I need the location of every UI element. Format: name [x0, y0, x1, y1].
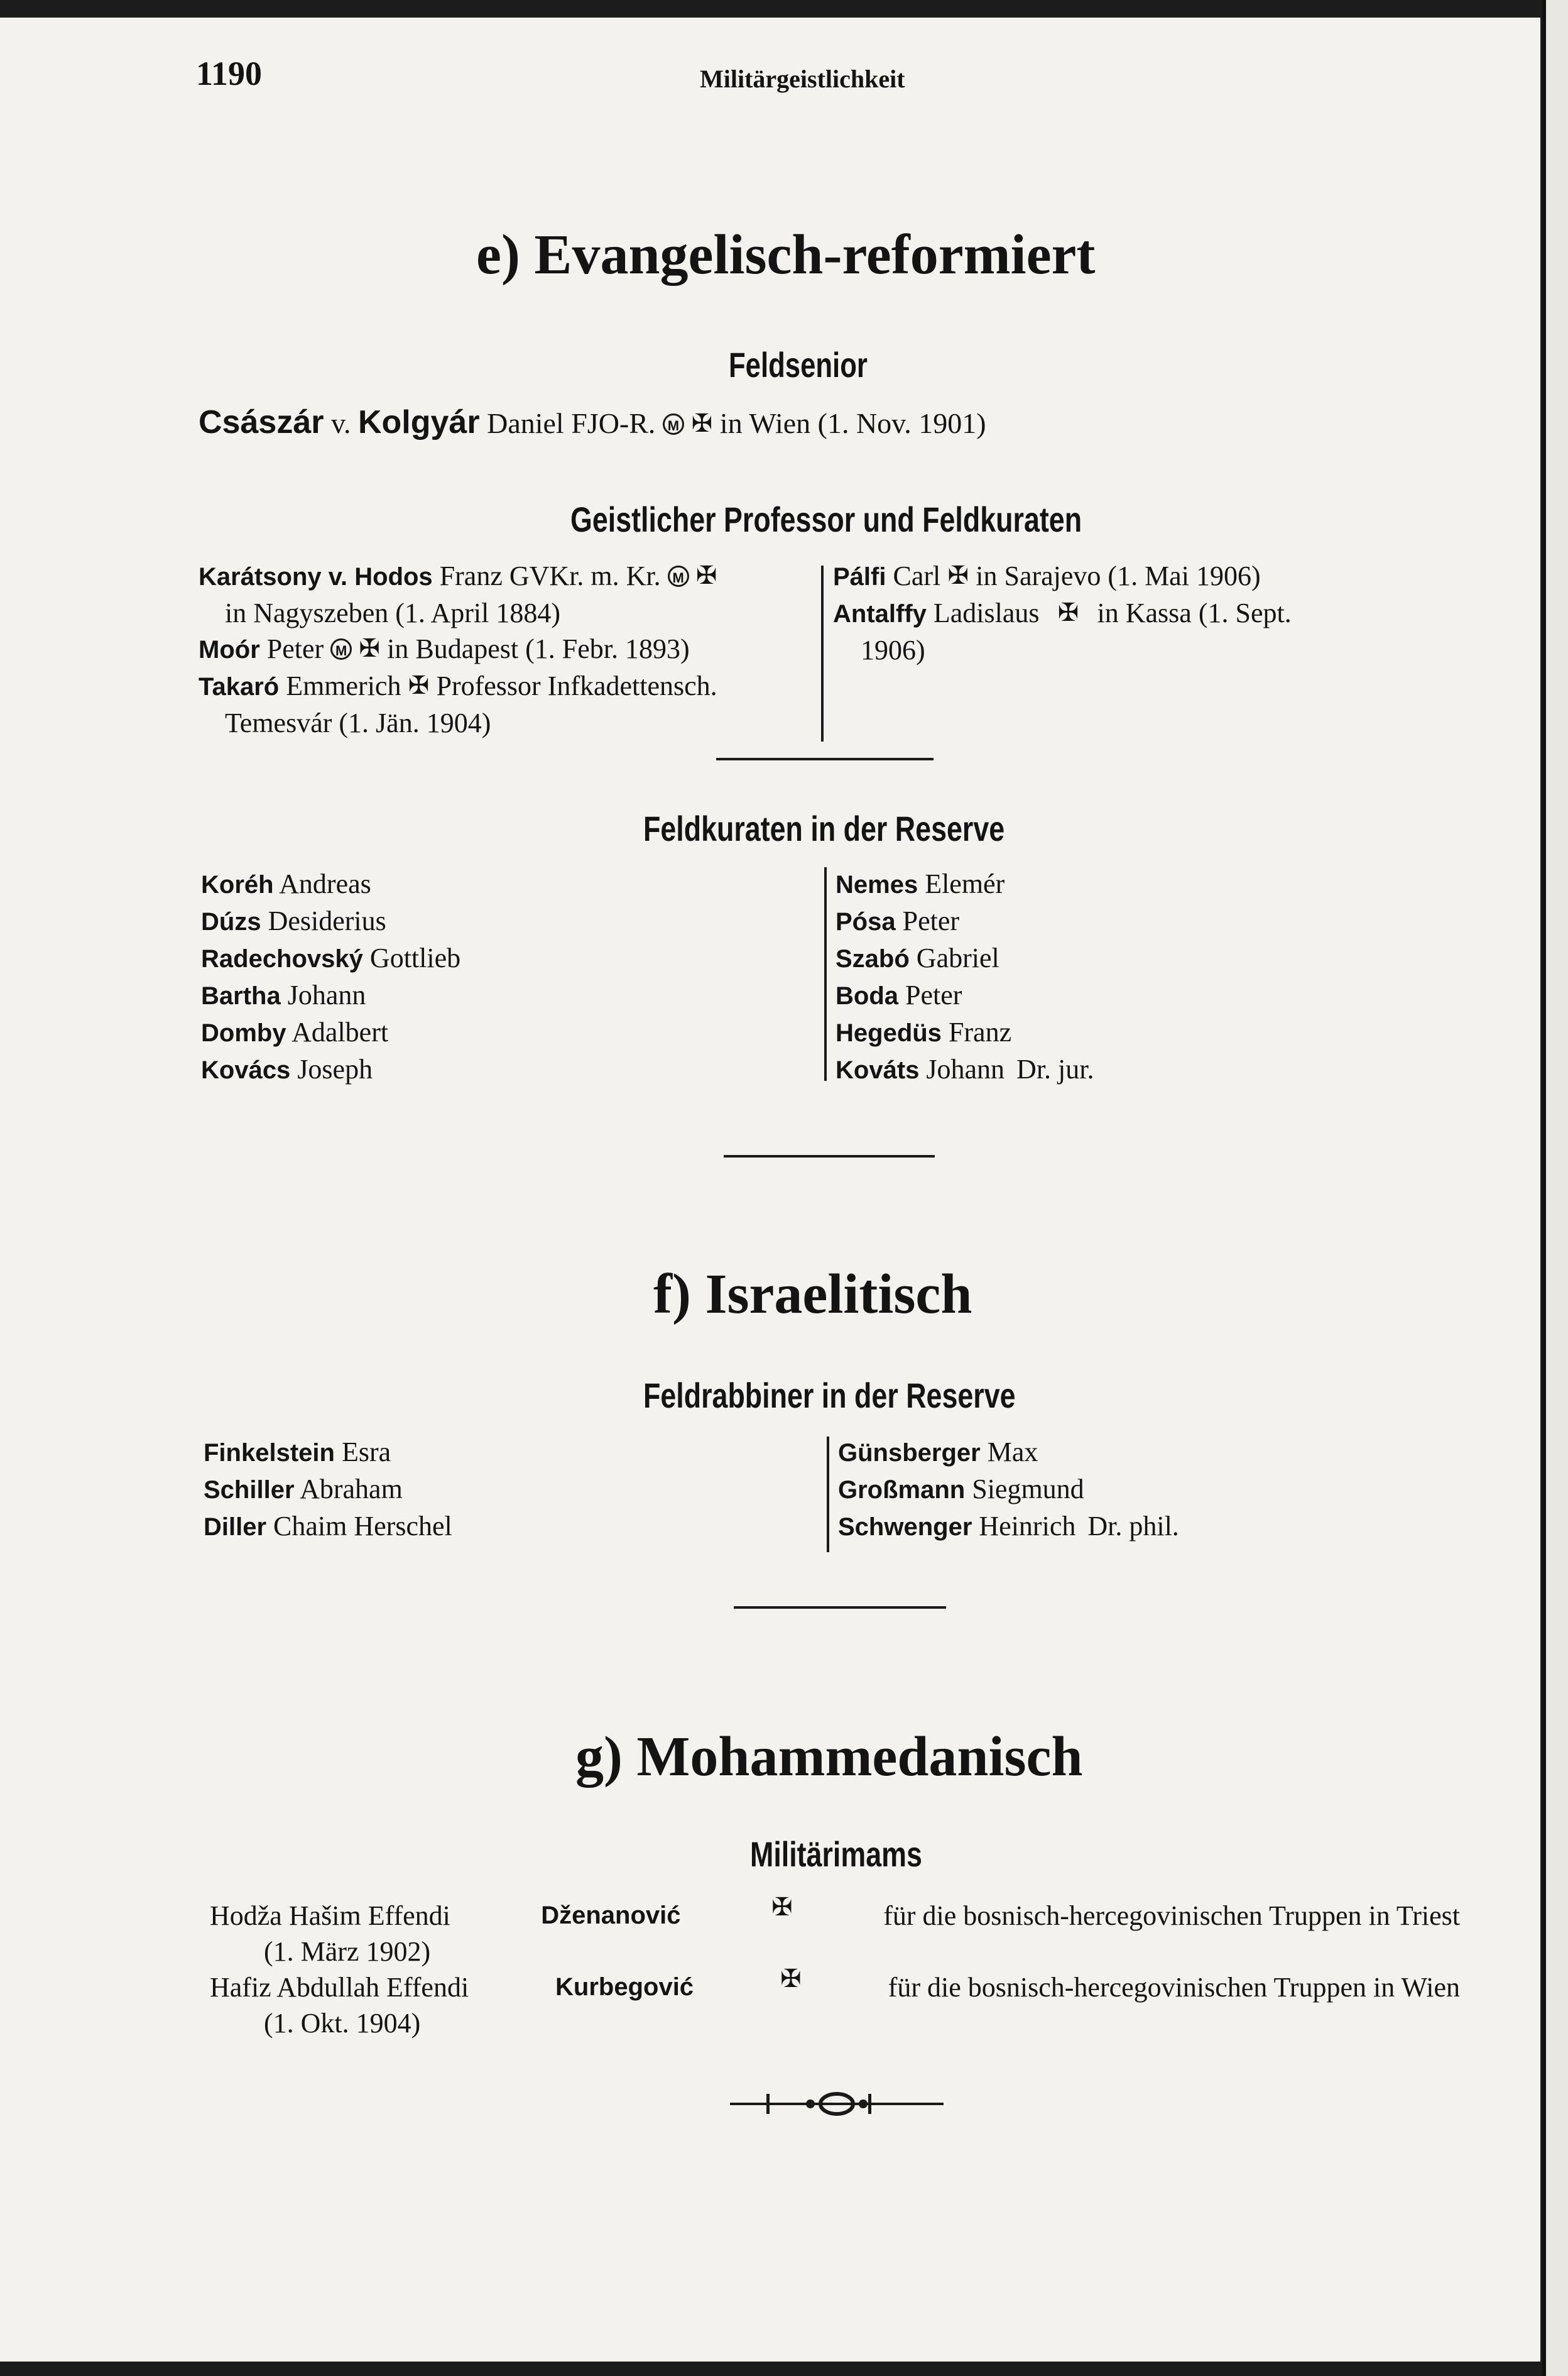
entry-surname: Császár: [199, 404, 324, 441]
entry-given: Franz: [948, 1017, 1012, 1048]
professor-right-column: [833, 558, 1292, 668]
column-divider: [827, 1437, 829, 1552]
entry-given: Abraham: [300, 1474, 403, 1504]
entry-surname: Dženanović: [541, 1902, 681, 1929]
entry-given: Peter: [266, 633, 324, 664]
list-item: [201, 903, 460, 940]
entry-text: Professor Infkadettensch.: [436, 671, 717, 701]
imams-heading: Militärimams: [750, 1834, 922, 1874]
medal-icon: M: [663, 413, 684, 435]
list-item: [204, 1508, 452, 1545]
entry-surname: Radechovský: [201, 945, 363, 973]
list-item: [836, 977, 1094, 1014]
list-item: [201, 866, 460, 903]
reserve-right-column: [836, 866, 1094, 1088]
list-item: [210, 1893, 1460, 1934]
entry-text: in Budapest (1. Febr. 1893): [387, 633, 690, 664]
entry-given: Desiderius: [268, 906, 386, 936]
section-divider: [724, 1155, 935, 1158]
entry-surname: Günsberger: [838, 1439, 981, 1467]
list-item: [199, 558, 717, 595]
entry-surname: Szabó: [836, 945, 910, 973]
entry-surname: Boda: [836, 982, 898, 1010]
list-item: [199, 631, 717, 668]
rabbiner-left-column: [204, 1434, 452, 1545]
cross-icon: ✠: [780, 1964, 802, 1993]
section-e-title: e) Evangelisch-reformiert: [476, 224, 1096, 286]
entry-particle: v.: [330, 407, 351, 439]
entry-given: Heinrich: [979, 1511, 1076, 1541]
entry-surname: Kováts: [836, 1056, 920, 1084]
list-item: [836, 1014, 1094, 1051]
entry-text: Daniel FJO-R.: [487, 407, 656, 439]
medal-icon: M: [330, 638, 352, 660]
cross-icon: ✠: [691, 409, 713, 437]
list-item: [201, 977, 460, 1014]
list-item: [201, 940, 460, 977]
list-item: [838, 1471, 1179, 1508]
entry-surname: Kolgyár: [357, 404, 480, 441]
list-item: [833, 558, 1292, 595]
list-item: [838, 1508, 1179, 1545]
entry-surname: Kurbegović: [555, 1973, 694, 2001]
entry-surname: Pálfi: [833, 563, 886, 591]
entry-text: für die bosnisch-hercegovinischen Truppen in Triest: [883, 1900, 1460, 1931]
entry-given: Gabriel: [916, 943, 999, 973]
list-item: [836, 940, 1094, 977]
cross-icon: ✠: [947, 561, 969, 589]
adjacent-page-edge: [1542, 0, 1568, 2376]
entry-surname: Nemes: [836, 871, 918, 899]
cross-icon: ✠: [1057, 598, 1079, 627]
entry-text: für die bosnisch-hercegovinischen Truppen in Wien: [888, 1972, 1460, 2003]
entry-text: Hafiz Abdullah Effendi: [210, 1972, 469, 2003]
section-divider: [734, 1606, 946, 1609]
entry-given: Joseph: [297, 1054, 373, 1085]
entry-given: Siegmund: [972, 1474, 1084, 1504]
entry-surname: Großmann: [838, 1476, 966, 1504]
section-divider: [716, 758, 934, 760]
entry-surname: Karátsony v. Hodos: [199, 563, 433, 591]
scanned-page: [0, 18, 1540, 2362]
cross-icon: ✠: [408, 671, 430, 699]
entry-continuation: in Nagyszeben (1. April 1884): [225, 598, 560, 628]
list-item: [201, 1014, 460, 1051]
entry-suffix: Dr. jur.: [1016, 1054, 1094, 1085]
list-item: [836, 866, 1094, 903]
entry-given: Ladislaus: [933, 598, 1040, 628]
reserve-left-column: [201, 866, 460, 1088]
list-item: [199, 668, 717, 705]
running-title: Militärgeistlichkeit: [700, 65, 905, 93]
entry-given: Adalbert: [291, 1017, 389, 1048]
entry-text: in Wien (1. Nov. 1901): [719, 407, 986, 439]
entry-surname: Antalffy: [833, 600, 927, 628]
end-ornament: [730, 2085, 944, 2123]
entry-given: Johann: [287, 980, 366, 1010]
entry-surname: Schiller: [204, 1476, 295, 1504]
entry-given: Emmerich: [286, 671, 401, 701]
entry-given: Peter: [902, 906, 960, 936]
entry-surname: Pósa: [836, 908, 896, 936]
cross-icon: ✠: [771, 1893, 793, 1921]
entry-surname: Koréh: [201, 871, 274, 899]
entry-given: Max: [987, 1437, 1038, 1467]
reserve-heading: Feldkuraten in der Reserve: [643, 809, 1005, 848]
imams-list: [210, 1893, 1460, 2041]
rabbiner-heading: Feldrabbiner in der Reserve: [643, 1376, 1016, 1415]
list-item: [201, 1051, 460, 1088]
entry-continuation: Temesvár (1. Jän. 1904): [225, 708, 491, 738]
feldsenior-heading: Feldsenior: [729, 345, 868, 385]
section-g-title: g) Mohammedanisch: [575, 1726, 1083, 1788]
entry-given: Carl: [893, 561, 941, 591]
list-item: [204, 1434, 452, 1471]
entry-continuation: (1. März 1902): [264, 1936, 431, 1967]
cross-icon: ✠: [359, 634, 380, 662]
entry-continuation: 1906): [861, 635, 925, 665]
entry-given: Chaim Herschel: [273, 1511, 452, 1541]
list-item: [210, 1964, 1460, 2005]
entry-surname: Dúzs: [201, 908, 261, 936]
entry-text: Franz GVKr. m. Kr.: [439, 561, 661, 591]
entry-text: in Sarajevo (1. Mai 1906): [976, 561, 1261, 591]
entry-surname: Finkelstein: [204, 1439, 335, 1467]
entry-surname: Hegedüs: [836, 1019, 942, 1047]
list-item: [833, 595, 1292, 632]
professor-heading: Geistlicher Professor und Feldkuraten: [570, 500, 1082, 539]
entry-continuation: (1. Okt. 1904): [264, 2008, 421, 2039]
entry-surname: Bartha: [201, 982, 281, 1010]
entry-given: Gottlieb: [369, 943, 461, 973]
entry-given: Esra: [341, 1437, 391, 1467]
entry-surname: Diller: [204, 1513, 267, 1541]
entry-text: in Kassa (1. Sept.: [1097, 598, 1292, 628]
list-item: [204, 1471, 452, 1508]
entry-surname: Kovács: [201, 1056, 291, 1084]
list-item: [836, 1051, 1094, 1088]
professor-left-column: [199, 558, 717, 741]
rabbiner-right-column: [838, 1434, 1179, 1545]
entry-text: Hodža Hašim Effendi: [210, 1900, 450, 1931]
column-divider: [821, 566, 824, 742]
page-number: 1190: [196, 55, 263, 92]
entry-surname: Moór: [199, 636, 260, 664]
entry-given: Andreas: [279, 868, 371, 899]
entry-surname: Takaró: [199, 673, 280, 701]
entry-surname: Schwenger: [838, 1513, 972, 1541]
entry-given: Peter: [905, 980, 962, 1010]
cross-icon: ✠: [695, 561, 717, 589]
column-divider: [824, 867, 827, 1081]
section-f-title: f) Israelitisch: [653, 1263, 972, 1325]
entry-given: Elemér: [925, 868, 1005, 899]
medal-icon: M: [668, 566, 689, 587]
entry-given: Johann: [926, 1054, 1005, 1085]
list-item: [838, 1434, 1179, 1471]
feldsenior-entry: [199, 403, 986, 441]
entry-suffix: Dr. phil.: [1087, 1511, 1179, 1541]
entry-surname: Domby: [201, 1019, 286, 1047]
list-item: [836, 903, 1094, 940]
